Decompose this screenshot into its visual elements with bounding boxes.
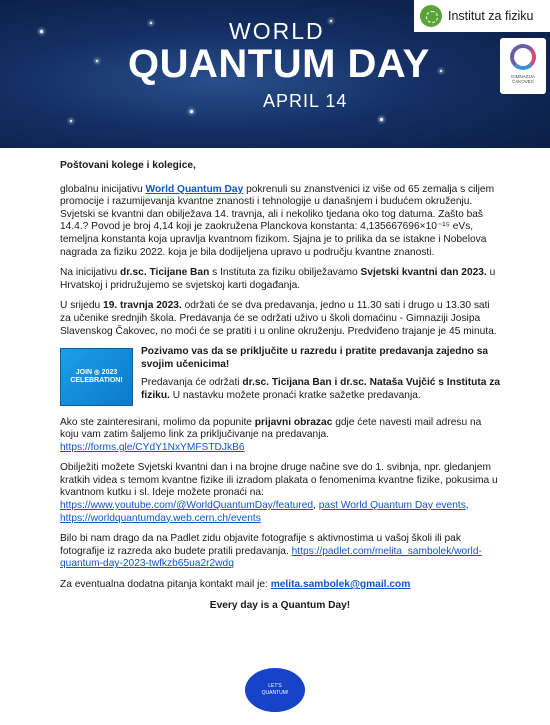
paragraph-intro xyxy=(60,184,500,260)
sparkle xyxy=(150,22,152,24)
institut-logo-text: Institut za fiziku xyxy=(448,9,534,23)
sparkle xyxy=(70,120,72,122)
badge-join: JOIN ◎ 2023 xyxy=(75,369,118,377)
school-logo-text: GIMNAZIJA ČAKOVEC xyxy=(510,74,535,84)
school-logo xyxy=(500,38,546,94)
text: gdje ćete navesti mail adresu na koju vam zatim šaljemo link za priključivanje na predavanja. xyxy=(60,416,482,441)
banner-title-quantum-day: QUANTUM DAY xyxy=(128,42,430,86)
invite-heading: Pozivamo vas da se priključite u razredu i pratite predavanja zajedno sa svojim učenicima! xyxy=(141,346,489,370)
organizer-name: dr.sc. Ticijane Ban xyxy=(120,267,210,279)
sparkle xyxy=(96,60,98,62)
invite-text xyxy=(141,346,500,408)
sparkle xyxy=(40,30,43,33)
badge-celebration: CELEBRATION! xyxy=(70,377,123,385)
text: , xyxy=(313,500,319,512)
lets-quantum-line1: LET'S xyxy=(268,683,282,689)
greeting: Poštovani kolege i kolegice, xyxy=(60,160,196,171)
event-name: Svjetski kvantni dan 2023. xyxy=(360,267,487,279)
cern-events-link[interactable]: https://worldquantumday.web.cern.ch/events xyxy=(60,512,261,524)
lecturers-paragraph xyxy=(141,377,500,402)
text: globalnu inicijativu xyxy=(60,183,146,195)
text: Bilo bi nam drago da na Padlet zidu objavite fotografije s aktivnostima u vašoj školi ili pak fotografije iz razreda ako budete pratili predavanja. xyxy=(60,533,461,557)
past-events-link[interactable]: past World Quantum Day events xyxy=(318,500,466,512)
text: Za eventualna dodatna pitanja kontakt mail je: xyxy=(60,579,271,591)
closing-line: Every day is a Quantum Day! xyxy=(209,599,351,611)
text: U srijedu xyxy=(60,300,104,312)
paragraph-initiative xyxy=(60,267,500,292)
text: Na inicijativu xyxy=(60,267,121,279)
institut-logo xyxy=(414,0,550,32)
world-quantum-day-link[interactable]: World Quantum Day xyxy=(145,183,244,195)
text: Predavanja će održati xyxy=(141,377,243,389)
sparkle xyxy=(380,118,383,121)
invite-section xyxy=(60,346,500,408)
header-banner xyxy=(0,0,550,148)
padlet-link[interactable]: https://padlet.com/melita_sambolek/world-quantum-day-2023-twfkzb65ua2r2wdq xyxy=(60,545,482,570)
text: Obilježiti možete Svjetski kvantni dan i na brojne druge načine sve do 1. svibnja, npr. gledanjem kratkih videa s temom kvantne fizike ili izradom plakata o fenomenima kvantne fizike, pokusima u kvantnom kutku i sl. Ideje možete pronaći na: xyxy=(60,462,498,499)
paragraph-schedule xyxy=(60,300,500,338)
paragraph-ideas xyxy=(60,462,500,525)
text: održati će se dva predavanja, jedno u 11.30 sati i drugo u 13.30 sati za učenike srednjih škola. Predavanja će se održati uživo u školi domaćinu - Gimnaziji Josipa Slavenskog Čakovec, no moći će se pratiti i u online okruženju. Predviđeno trajanje je 45 minuta. xyxy=(60,300,497,337)
sparkle xyxy=(330,20,332,22)
contact-email-link[interactable]: melita.sambolek@gmail.com xyxy=(270,579,411,591)
youtube-link[interactable]: https://www.youtube.com/@WorldQuantumDay/featured xyxy=(60,500,314,512)
school-logo-icon xyxy=(510,44,536,70)
registration-form-link[interactable]: https://forms.gle/CYdY1NxYMFSTDJkB6 xyxy=(60,441,245,453)
text: s Instituta za fiziku obilježavamo xyxy=(209,267,361,279)
text: Ako ste zainteresirani, molimo da popunite xyxy=(60,416,255,428)
banner-title-world: WORLD xyxy=(229,18,325,44)
institut-logo-icon xyxy=(420,5,442,27)
lecturer-names: dr.sc. Ticijana Ban i dr.sc. Nataša Vujčić s Instituta za fiziku. xyxy=(141,377,500,401)
letter-body xyxy=(60,160,500,620)
lets-quantum-line2: QUANTUM! xyxy=(261,690,289,696)
banner-date: APRIL 14 xyxy=(263,91,348,111)
event-date: 19. travnja 2023. xyxy=(103,300,182,312)
text: U nastavku možete pronaći kratke sažetke predavanja. xyxy=(169,389,421,401)
lets-quantum-logo xyxy=(245,668,305,712)
sparkle xyxy=(440,70,442,72)
text: u Hrvatskoj i pridružujemo se svjetskoj karti događanja. xyxy=(60,267,496,291)
paragraph-contact xyxy=(60,579,500,592)
paragraph-registration xyxy=(60,417,500,455)
text: pokrenuli su znanstvenici iz više od 65 zemalja s ciljem promocije i razumijevanja kvantne znanosti i tehnologije u današnjem i budućem okruženju. Svjetski se kvantni dan obilježava 14. travnja, ali i nekoliko tjedana oko tog datuma. Zašto baš 14.4.? Povod je broj 4,14 koji je zaokružena Planckova konstanta: 4,135667696×10⁻¹⁵ eVs, temeljna konstanta koja upravlja kvantnom fizikom. Sjajna je to prilika da se istakne i Nobelova nagrada za fiziku 2022. koja je bila dodijeljena upravo u području kvantne znanosti. xyxy=(60,183,495,258)
join-celebration-badge xyxy=(60,348,133,406)
sparkle xyxy=(190,110,193,113)
text: , xyxy=(465,500,469,512)
registration-form-label: prijavni obrazac xyxy=(254,416,333,428)
paragraph-padlet xyxy=(60,533,500,571)
